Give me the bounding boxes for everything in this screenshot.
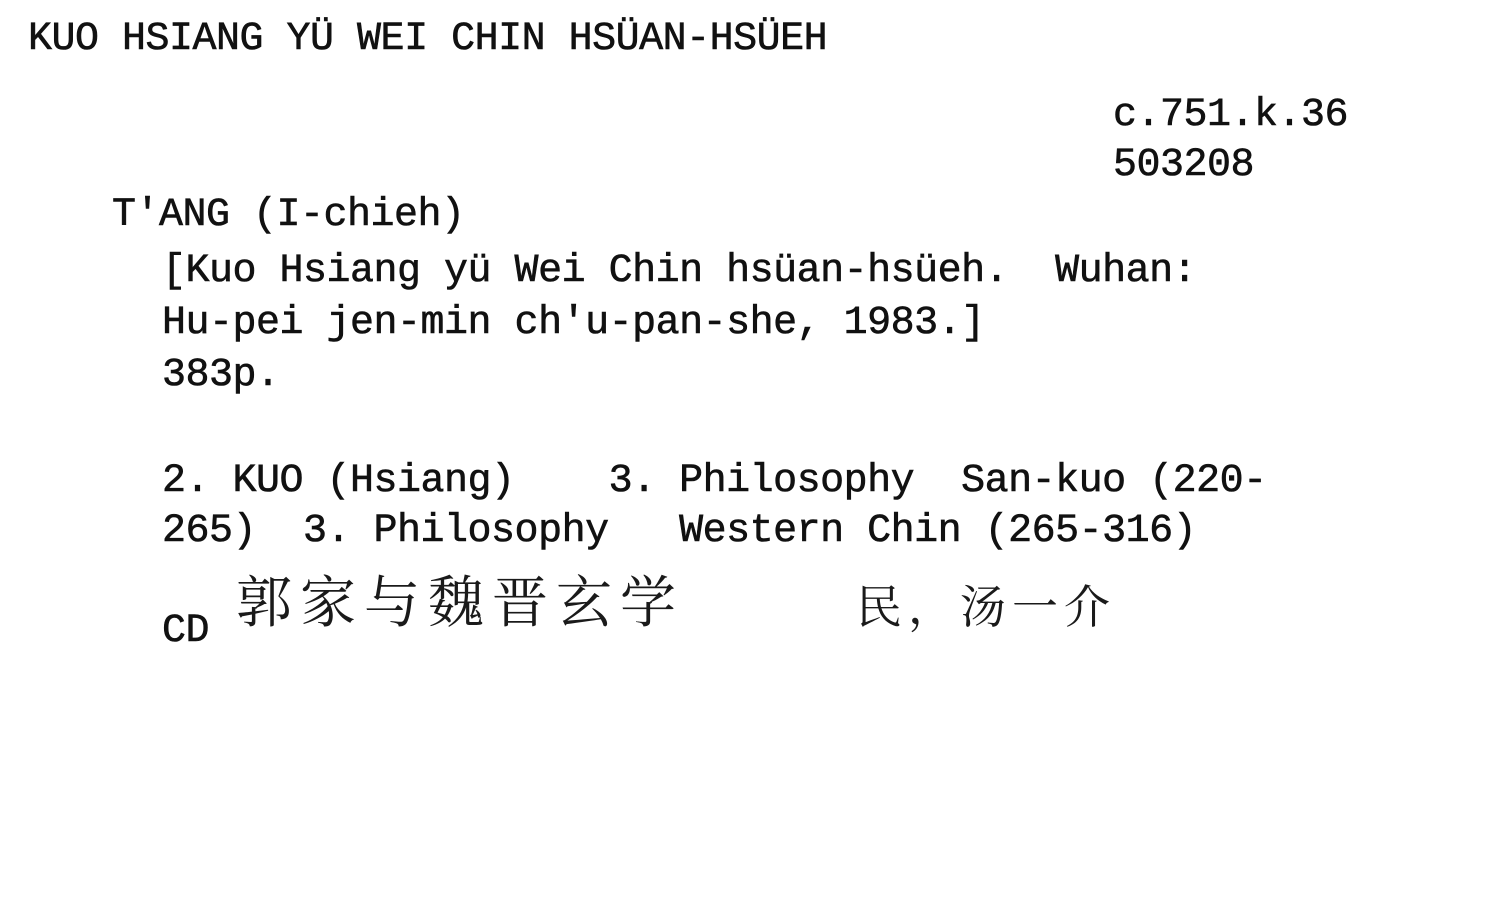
title-line-1: [Kuo Hsiang yü Wei Chin hsüan-hsüeh. Wuhan:	[162, 249, 1197, 294]
card-heading: KUO HSIANG YÜ WEI CHIN HSÜAN-HSÜEH	[28, 17, 828, 62]
title-line-2: Hu-pei jen-min ch'u-pan-she, 1983.]	[162, 301, 985, 346]
accession-number: 503208	[1113, 143, 1255, 188]
subjects-line-1: 2. KUO (Hsiang) 3. Philosophy San-kuo (220-	[162, 459, 1267, 504]
author-entry: T'ANG (I-chieh)	[112, 193, 465, 238]
shelfmark: c.751.k.36	[1113, 93, 1349, 138]
subjects-line-2: 265) 3. Philosophy Western Chin (265-316)	[162, 509, 1197, 554]
handwritten-author-note: 民，汤一介	[856, 580, 1116, 634]
cd-label: CD	[162, 609, 210, 654]
handwritten-chinese-title: 郭家与魏晋玄学	[236, 571, 684, 636]
pagination: 383p.	[162, 353, 280, 398]
